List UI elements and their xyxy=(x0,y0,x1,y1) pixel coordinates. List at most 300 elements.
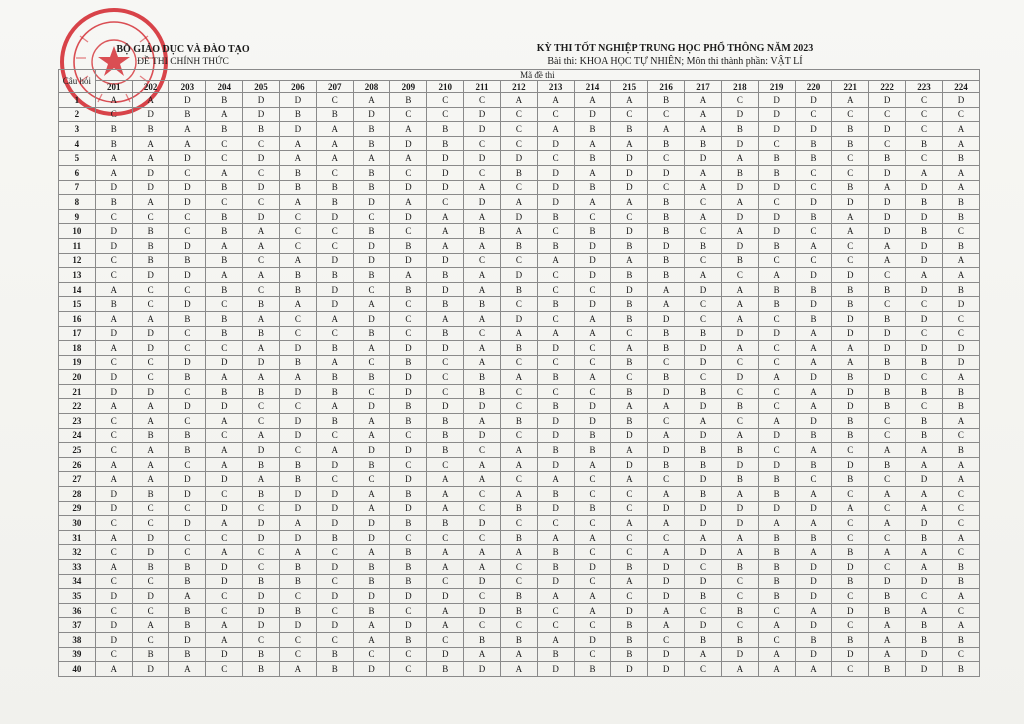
answer-cell: D xyxy=(721,457,758,472)
answer-cell: C xyxy=(316,238,353,253)
answer-cell: B xyxy=(906,355,943,370)
answer-cell: A xyxy=(942,136,979,151)
answer-cell: D xyxy=(685,501,722,516)
answer-cell: B xyxy=(832,282,869,297)
answer-cell: B xyxy=(537,560,574,575)
answer-cell: C xyxy=(464,443,501,458)
answer-cell: B xyxy=(611,355,648,370)
answer-cell: D xyxy=(95,370,132,385)
answer-cell: B xyxy=(611,414,648,429)
answer-cell: A xyxy=(95,165,132,180)
answer-cell: B xyxy=(906,414,943,429)
answer-cell: C xyxy=(869,472,906,487)
answer-cell: C xyxy=(795,224,832,239)
answer-cell: C xyxy=(537,268,574,283)
answer-cell: B xyxy=(721,165,758,180)
answer-cell: C xyxy=(500,472,537,487)
answer-cell: D xyxy=(316,457,353,472)
answer-cell: B xyxy=(390,93,427,108)
answer-cell: D xyxy=(390,370,427,385)
answer-cell: C xyxy=(869,501,906,516)
answer-cell: D xyxy=(206,399,243,414)
answer-cell: A xyxy=(942,530,979,545)
answer-cell: C xyxy=(95,443,132,458)
answer-cell: D xyxy=(464,195,501,210)
answer-cell: D xyxy=(611,282,648,297)
answer-cell: B xyxy=(758,297,795,312)
answer-cell: A xyxy=(795,355,832,370)
exam-code-cell: 212 xyxy=(500,81,537,93)
answer-cell: C xyxy=(906,107,943,122)
answer-cell: C xyxy=(574,647,611,662)
answer-cell: B xyxy=(169,618,206,633)
answer-cell: A xyxy=(869,253,906,268)
answer-cell: D xyxy=(353,662,390,677)
answer-cell: D xyxy=(390,253,427,268)
answer-cell: A xyxy=(316,443,353,458)
answer-cell: C xyxy=(390,457,427,472)
answer-cell: B xyxy=(500,414,537,429)
answer-cell: D xyxy=(611,428,648,443)
answer-cell: C xyxy=(132,632,169,647)
answer-cell: A xyxy=(795,326,832,341)
answer-cell: A xyxy=(316,399,353,414)
answer-cell: D xyxy=(685,151,722,166)
answer-cell: A xyxy=(500,487,537,502)
answer-cell: C xyxy=(95,603,132,618)
answer-cell: C xyxy=(464,501,501,516)
answer-cell: C xyxy=(500,574,537,589)
answer-cell: C xyxy=(869,136,906,151)
answer-cell: A xyxy=(353,93,390,108)
answer-cell: C xyxy=(353,384,390,399)
answer-cell: A xyxy=(685,647,722,662)
answer-cell: C xyxy=(721,618,758,633)
answer-cell: D xyxy=(795,589,832,604)
question-number: 35 xyxy=(59,589,96,604)
answer-cell: A xyxy=(648,399,685,414)
table-row xyxy=(59,297,980,312)
question-number: 6 xyxy=(59,165,96,180)
answer-cell: C xyxy=(906,326,943,341)
answer-cell: C xyxy=(832,662,869,677)
answer-cell: C xyxy=(243,632,280,647)
answer-cell: B xyxy=(169,603,206,618)
answer-cell: B xyxy=(611,122,648,137)
answer-cell: D xyxy=(869,165,906,180)
answer-cell: A xyxy=(574,165,611,180)
answer-cell: D xyxy=(648,501,685,516)
answer-cell: B xyxy=(537,399,574,414)
answer-cell: C xyxy=(206,487,243,502)
answer-cell: B xyxy=(390,238,427,253)
answer-cell: D xyxy=(206,647,243,662)
answer-cell: D xyxy=(427,399,464,414)
answer-cell: C xyxy=(574,516,611,531)
answer-cell: D xyxy=(169,151,206,166)
answer-cell: C xyxy=(832,253,869,268)
answer-cell: C xyxy=(574,282,611,297)
answer-cell: B xyxy=(500,530,537,545)
answer-cell: A xyxy=(942,253,979,268)
answer-cell: C xyxy=(427,457,464,472)
answer-cell: A xyxy=(611,195,648,210)
answer-cell: C xyxy=(685,560,722,575)
answer-cell: C xyxy=(243,253,280,268)
answer-cell: A xyxy=(500,224,537,239)
answer-cell: A xyxy=(132,399,169,414)
answer-cell: A xyxy=(574,603,611,618)
answer-cell: C xyxy=(611,487,648,502)
answer-cell: D xyxy=(537,457,574,472)
answer-cell: D xyxy=(758,326,795,341)
answer-cell: C xyxy=(464,618,501,633)
answer-cell: C xyxy=(574,487,611,502)
answer-cell: C xyxy=(316,165,353,180)
exam-code-cell: 210 xyxy=(427,81,464,93)
answer-cell: A xyxy=(795,603,832,618)
answer-cell: B xyxy=(869,282,906,297)
answer-cell: C xyxy=(132,574,169,589)
answer-cell: A xyxy=(685,180,722,195)
answer-cell: A xyxy=(464,341,501,356)
answer-cell: A xyxy=(648,545,685,560)
answer-cell: D xyxy=(942,93,979,108)
answer-cell: B xyxy=(685,384,722,399)
answer-cell: C xyxy=(537,282,574,297)
answer-cell: B xyxy=(648,136,685,151)
answer-cell: B xyxy=(353,457,390,472)
answer-cell: B xyxy=(206,180,243,195)
answer-cell: A xyxy=(537,253,574,268)
answer-cell: B xyxy=(758,560,795,575)
answer-cell: D xyxy=(611,165,648,180)
answer-cell: C xyxy=(316,632,353,647)
answer-cell: A xyxy=(243,428,280,443)
answer-cell: B xyxy=(869,311,906,326)
answer-cell: D xyxy=(169,238,206,253)
answer-cell: B xyxy=(132,224,169,239)
answer-cell: A xyxy=(206,618,243,633)
answer-cell: B xyxy=(537,370,574,385)
answer-cell: D xyxy=(832,326,869,341)
answer-cell: C xyxy=(537,516,574,531)
answer-cell: A xyxy=(243,370,280,385)
question-number: 9 xyxy=(59,209,96,224)
answer-cell: D xyxy=(832,384,869,399)
answer-cell: D xyxy=(906,516,943,531)
exam-code-header: Mã đề thi xyxy=(95,70,979,81)
answer-cell: D xyxy=(906,662,943,677)
answer-cell: D xyxy=(316,618,353,633)
answer-cell: A xyxy=(611,399,648,414)
answer-cell: A xyxy=(942,618,979,633)
answer-cell: D xyxy=(464,399,501,414)
answer-cell: B xyxy=(869,384,906,399)
answer-cell: B xyxy=(500,603,537,618)
answer-cell: C xyxy=(132,355,169,370)
answer-cell: C xyxy=(279,589,316,604)
exam-title: KỲ THI TỐT NGHIỆP TRUNG HỌC PHỔ THÔNG NĂM 2023 xyxy=(536,43,814,54)
answer-cell: C xyxy=(390,326,427,341)
answer-cell: A xyxy=(427,472,464,487)
table-row xyxy=(59,209,980,224)
answer-cell: D xyxy=(243,107,280,122)
exam-code-cell: 218 xyxy=(721,81,758,93)
answer-cell: B xyxy=(390,399,427,414)
question-number: 11 xyxy=(59,238,96,253)
answer-cell: B xyxy=(832,414,869,429)
table-row xyxy=(59,516,980,531)
answer-cell: A xyxy=(611,341,648,356)
answer-cell: A xyxy=(390,268,427,283)
answer-cell: D xyxy=(832,560,869,575)
answer-cell: D xyxy=(316,501,353,516)
answer-cell: B xyxy=(390,545,427,560)
answer-cell: D xyxy=(942,355,979,370)
answer-cell: C xyxy=(464,136,501,151)
answer-cell: D xyxy=(95,384,132,399)
answer-cell: C xyxy=(95,414,132,429)
exam-code-cell: 220 xyxy=(795,81,832,93)
answer-cell: B xyxy=(869,589,906,604)
answer-cell: B xyxy=(464,224,501,239)
exam-code-cell: 203 xyxy=(169,81,206,93)
answer-cell: D xyxy=(464,662,501,677)
answer-cell: C xyxy=(132,297,169,312)
answer-cell: D xyxy=(464,574,501,589)
answer-cell: B xyxy=(758,151,795,166)
answer-cell: D xyxy=(427,165,464,180)
answer-cell: C xyxy=(95,428,132,443)
answer-cell: C xyxy=(427,195,464,210)
answer-cell: A xyxy=(795,516,832,531)
answer-cell: B xyxy=(648,195,685,210)
answer-cell: A xyxy=(906,443,943,458)
answer-cell: A xyxy=(721,428,758,443)
answer-cell: A xyxy=(464,238,501,253)
answer-cell: D xyxy=(611,151,648,166)
table-row xyxy=(59,457,980,472)
answer-cell: A xyxy=(611,443,648,458)
table-row xyxy=(59,560,980,575)
answer-cell: A xyxy=(206,107,243,122)
answer-cell: C xyxy=(942,107,979,122)
answer-cell: B xyxy=(906,136,943,151)
answer-cell: D xyxy=(353,253,390,268)
answer-cell: D xyxy=(316,516,353,531)
exam-code-cell: 213 xyxy=(537,81,574,93)
answer-cell: D xyxy=(243,603,280,618)
answer-cell: A xyxy=(500,195,537,210)
answer-cell: A xyxy=(279,297,316,312)
answer-cell: A xyxy=(942,589,979,604)
answer-cell: C xyxy=(648,530,685,545)
answer-cell: C xyxy=(832,530,869,545)
answer-cell: D xyxy=(869,122,906,137)
answer-cell: C xyxy=(500,136,537,151)
answer-cell: D xyxy=(390,589,427,604)
answer-cell: A xyxy=(869,618,906,633)
answer-cell: C xyxy=(832,618,869,633)
answer-cell: C xyxy=(869,530,906,545)
answer-cell: C xyxy=(758,355,795,370)
answer-cell: D xyxy=(942,297,979,312)
answer-cell: A xyxy=(95,530,132,545)
answer-cell: C xyxy=(169,326,206,341)
answer-cell: C xyxy=(427,632,464,647)
answer-cell: D xyxy=(721,107,758,122)
answer-cell: A xyxy=(869,443,906,458)
answer-cell: B xyxy=(942,662,979,677)
question-number: 27 xyxy=(59,472,96,487)
answer-cell: D xyxy=(832,195,869,210)
answer-cell: C xyxy=(758,632,795,647)
exam-code-cell: 221 xyxy=(832,81,869,93)
answer-cell: D xyxy=(316,297,353,312)
answer-cell: A xyxy=(353,341,390,356)
answer-cell: A xyxy=(427,545,464,560)
question-number: 34 xyxy=(59,574,96,589)
answer-cell: A xyxy=(537,93,574,108)
question-number: 19 xyxy=(59,355,96,370)
answer-cell: C xyxy=(132,501,169,516)
answer-cell: B xyxy=(206,224,243,239)
answer-cell: D xyxy=(169,516,206,531)
answer-cell: D xyxy=(537,662,574,677)
answer-cell: C xyxy=(206,341,243,356)
answer-cell: C xyxy=(206,530,243,545)
answer-cell: A xyxy=(464,311,501,326)
answer-cell: C xyxy=(906,297,943,312)
answer-cell: A xyxy=(427,501,464,516)
answer-cell: D xyxy=(95,501,132,516)
exam-code-cell: 219 xyxy=(758,81,795,93)
answer-cell: A xyxy=(574,136,611,151)
answer-cell: A xyxy=(942,457,979,472)
answer-cell: C xyxy=(537,355,574,370)
answer-cell: B xyxy=(206,122,243,137)
answer-cell: C xyxy=(243,545,280,560)
answer-cell: B xyxy=(206,326,243,341)
answer-cell: C xyxy=(169,224,206,239)
answer-cell: C xyxy=(169,457,206,472)
answer-cell: B xyxy=(500,341,537,356)
answer-cell: D xyxy=(721,647,758,662)
answer-cell: A xyxy=(95,399,132,414)
answer-cell: A xyxy=(942,370,979,385)
answer-cell: C xyxy=(95,253,132,268)
answer-cell: C xyxy=(832,238,869,253)
answer-cell: A xyxy=(685,414,722,429)
answer-cell: B xyxy=(758,487,795,502)
answer-cell: B xyxy=(906,428,943,443)
answer-cell: B xyxy=(279,282,316,297)
answer-cell: A xyxy=(279,516,316,531)
answer-cell: B xyxy=(316,384,353,399)
answer-cell: C xyxy=(758,195,795,210)
table-row xyxy=(59,632,980,647)
answer-cell: B xyxy=(427,297,464,312)
answer-cell: B xyxy=(869,457,906,472)
answer-cell: C xyxy=(206,662,243,677)
answer-cell: B xyxy=(758,165,795,180)
answer-cell: B xyxy=(942,151,979,166)
answer-cell: C xyxy=(832,165,869,180)
table-row xyxy=(59,574,980,589)
answer-cell: A xyxy=(648,122,685,137)
answer-cell: A xyxy=(353,618,390,633)
answer-cell: D xyxy=(132,341,169,356)
answer-cell: A xyxy=(95,662,132,677)
answer-cell: B xyxy=(648,253,685,268)
answer-cell: C xyxy=(611,545,648,560)
answer-cell: C xyxy=(169,165,206,180)
answer-cell: D xyxy=(648,443,685,458)
answer-cell: D xyxy=(353,516,390,531)
question-number: 1 xyxy=(59,93,96,108)
answer-cell: C xyxy=(942,428,979,443)
answer-cell: C xyxy=(316,224,353,239)
answer-cell: B xyxy=(279,107,316,122)
answer-cell: C xyxy=(537,224,574,239)
answer-cell: A xyxy=(537,589,574,604)
answer-cell: A xyxy=(390,122,427,137)
answer-cell: B xyxy=(169,370,206,385)
answer-cell: C xyxy=(500,560,537,575)
answer-cell: B xyxy=(427,443,464,458)
answer-cell: C xyxy=(500,355,537,370)
answer-cell: B xyxy=(574,443,611,458)
answer-cell: D xyxy=(721,136,758,151)
answer-cell: A xyxy=(721,195,758,210)
answer-cell: D xyxy=(390,180,427,195)
question-number: 22 xyxy=(59,399,96,414)
table-row xyxy=(59,384,980,399)
answer-cell: A xyxy=(685,530,722,545)
answer-cell: D xyxy=(685,282,722,297)
answer-cell: A xyxy=(132,443,169,458)
table-row xyxy=(59,399,980,414)
answer-cell: C xyxy=(500,297,537,312)
answer-cell: D xyxy=(869,209,906,224)
answer-cell: C xyxy=(464,253,501,268)
answer-cell: C xyxy=(574,341,611,356)
answer-cell: C xyxy=(169,384,206,399)
answer-cell: B xyxy=(906,195,943,210)
answer-cell: B xyxy=(869,151,906,166)
answer-cell: D xyxy=(95,487,132,502)
answer-cell: D xyxy=(906,311,943,326)
answer-cell: B xyxy=(832,122,869,137)
answer-cell: A xyxy=(685,209,722,224)
answer-cell: C xyxy=(500,253,537,268)
answer-cell: C xyxy=(611,107,648,122)
answer-cell: C xyxy=(353,472,390,487)
answer-cell: C xyxy=(537,151,574,166)
answer-cell: D xyxy=(464,428,501,443)
answer-cell: B xyxy=(721,472,758,487)
answer-cell: A xyxy=(795,384,832,399)
answer-cell: C xyxy=(316,574,353,589)
answer-cell: C xyxy=(243,165,280,180)
answer-cell: A xyxy=(427,224,464,239)
answer-cell: A xyxy=(832,209,869,224)
answer-cell: C xyxy=(758,253,795,268)
answer-cell: D xyxy=(574,253,611,268)
answer-cell: D xyxy=(906,209,943,224)
answer-cell: B xyxy=(316,107,353,122)
